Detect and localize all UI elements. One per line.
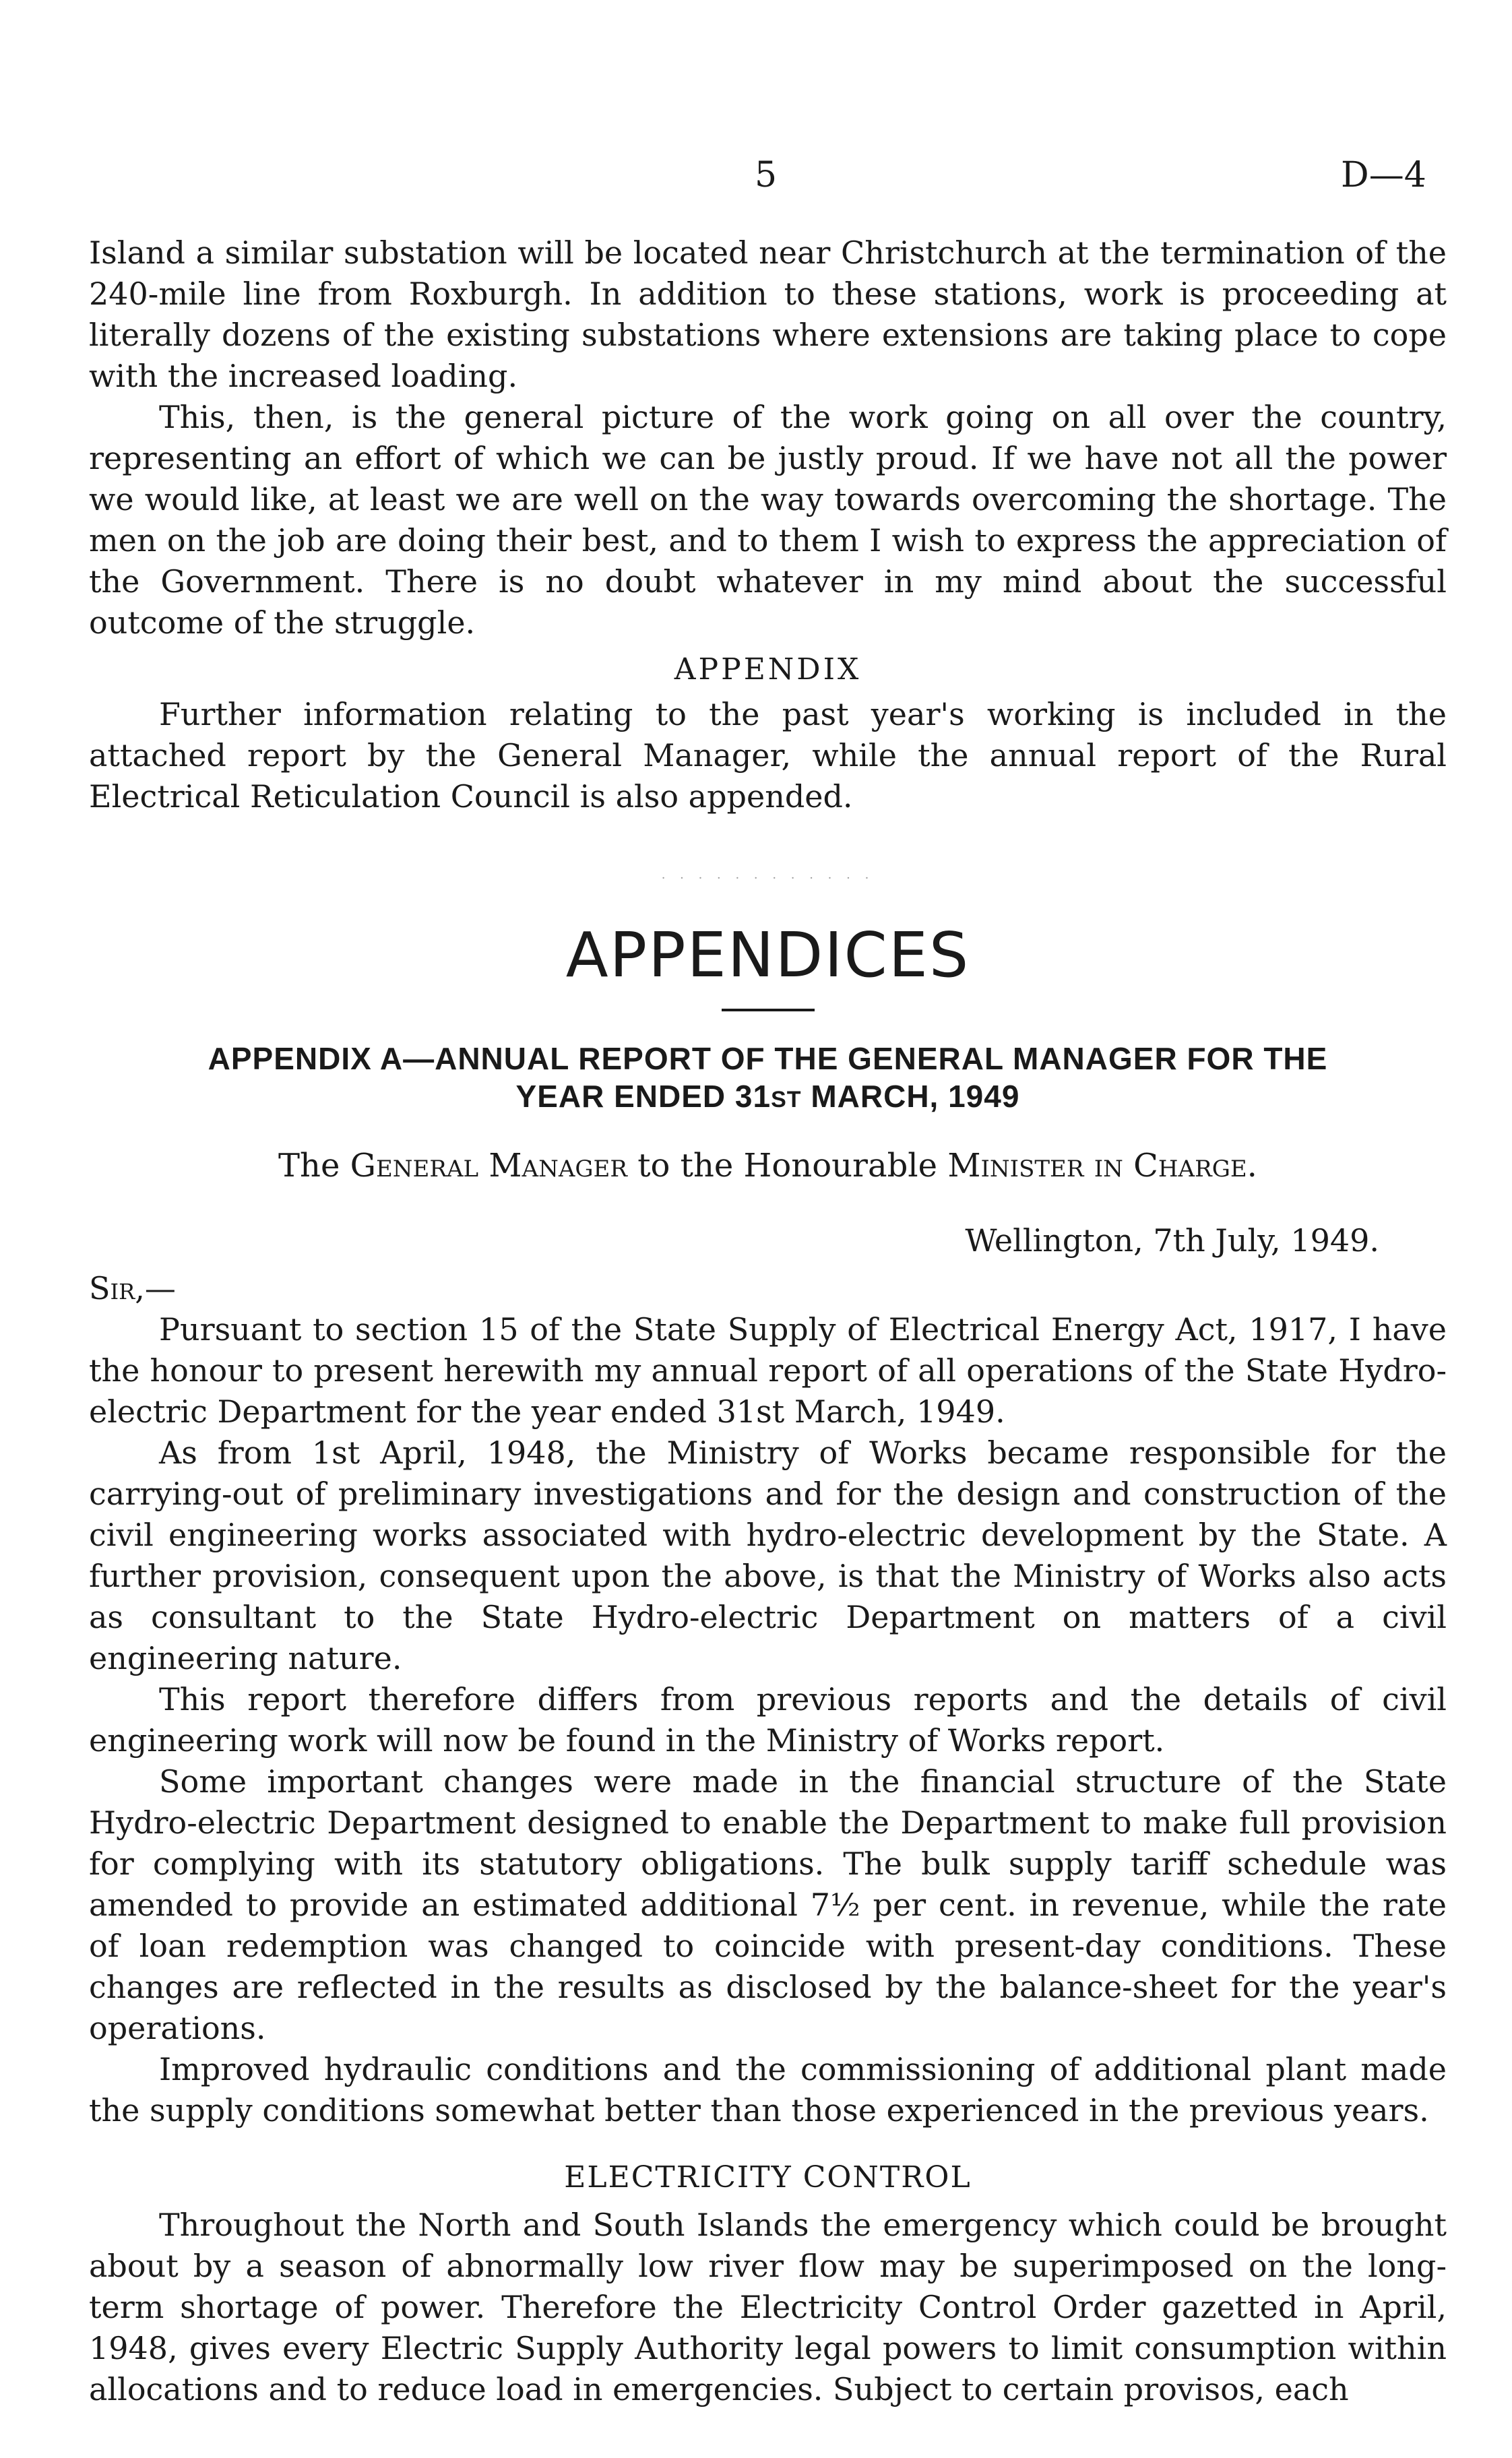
- intro-paragraph-2: This, then, is the general picture of the work going on all over the country, representing an effort of which we can be justly proud. If we have not all the power we would like, at least we are well on the way towards overcoming the shortage. The men on the job are doing their best, and to them I wish to express the appreciation of the Government. There is no doubt whatever in my mind about the successful outcome of the struggle.: [89, 399, 1447, 641]
- dateline: Wellington, 7th July, 1949.: [965, 1222, 1379, 1259]
- title-underline: [722, 1009, 815, 1011]
- appendices-title: APPENDICES: [565, 919, 970, 991]
- appendix-paragraph: Further information relating to the past year's working is included in the attached report by the General Manager, while the annual report of the Rural Electrical Reticulation Council is also appended.: [89, 696, 1447, 815]
- report-paragraph-5: Improved hydraulic conditions and the commissioning of additional plant made the supply conditions somewhat better than those experienced in the previous years.: [89, 2051, 1447, 2129]
- addressee-line: [89, 1145, 1447, 1187]
- page-number: 5: [755, 155, 778, 195]
- addressee-minister: Minister in Charge.: [947, 1147, 1257, 1185]
- appendix-a-title-ordinal: ST: [771, 1087, 802, 1112]
- report-paragraph-4: Some important changes were made in the financial structure of the State Hydro-electric Department designed to enable the Department to make full provision for complying with its statutory obligations. The bulk supply tariff schedule was amended to provide an estimated additional 7½ per cent. in revenue, while the rate of loan redemption was changed to coincide with present-day conditions. These changes are reflected in the results as disclosed by the balance-sheet for the year's operations.: [89, 1763, 1447, 2046]
- salutation: Sir,—: [89, 1270, 176, 1306]
- electricity-control-heading: ELECTRICITY CONTROL: [564, 2160, 972, 2195]
- appendix-heading: APPENDIX: [674, 652, 862, 687]
- appendix-a-title: [89, 1040, 1447, 1118]
- appendix-a-title-year-suffix: MARCH, 1949: [801, 1079, 1020, 1114]
- addressee-the: The: [278, 1147, 340, 1185]
- electricity-control-paragraph: Throughout the North and South Islands the emergency which could be brought about by a season of abnormally low river flow may be superimposed on the long-term shortage of power. Therefore the Electricity Control Order gazetted in April, 1948, gives every Electric Supply Authority legal powers to limit consumption within allocations and to reduce load in emergencies. Subject to certain provisos, each: [89, 2207, 1447, 2407]
- appendix-a-title-line-1: APPENDIX A—ANNUAL REPORT OF THE GENERAL MANAGER FOR THE: [208, 1041, 1328, 1076]
- appendix-a-title-line-2: [89, 1077, 1447, 1118]
- intro-paragraph-1: Island a similar substation will be located near Christchurch at the termination of the 240-mile line from Roxburgh. In addition to these stations, work is proceeding at literally dozens of the existing substations where extensions are taking place to cope with the increased loading.: [89, 234, 1447, 394]
- report-paragraph-1: Pursuant to section 15 of the State Supply of Electrical Energy Act, 1917, I have the honour to present herewith my annual report of all operations of the State Hydro-electric Department for the year ended 31st March, 1949.: [89, 1311, 1447, 1430]
- report-paragraph-3: This report therefore differs from previous reports and the details of civil engineering work will now be found in the Ministry of Works report.: [89, 1681, 1447, 1759]
- appendix-a-title-year-prefix: YEAR ENDED 31: [515, 1079, 771, 1114]
- document-reference: D—4: [1341, 155, 1426, 195]
- addressee-to-the-honourable: to the Honourable: [637, 1147, 938, 1185]
- page-content: [89, 232, 1447, 2410]
- addressee-general-manager: General Manager: [350, 1147, 627, 1185]
- report-paragraph-2: As from 1st April, 1948, the Ministry of Works became responsible for the carrying-out of preliminary investigations and for the design and construction of the civil engineering works associated with hydro-electric development by the State. A further provision, consequent upon the above, is that the Ministry of Works also acts as consultant to the State Hydro-electric Department on matters of a civil engineering nature.: [89, 1435, 1447, 1676]
- decorative-divider: · · · · · · · · · · · ·: [661, 871, 875, 885]
